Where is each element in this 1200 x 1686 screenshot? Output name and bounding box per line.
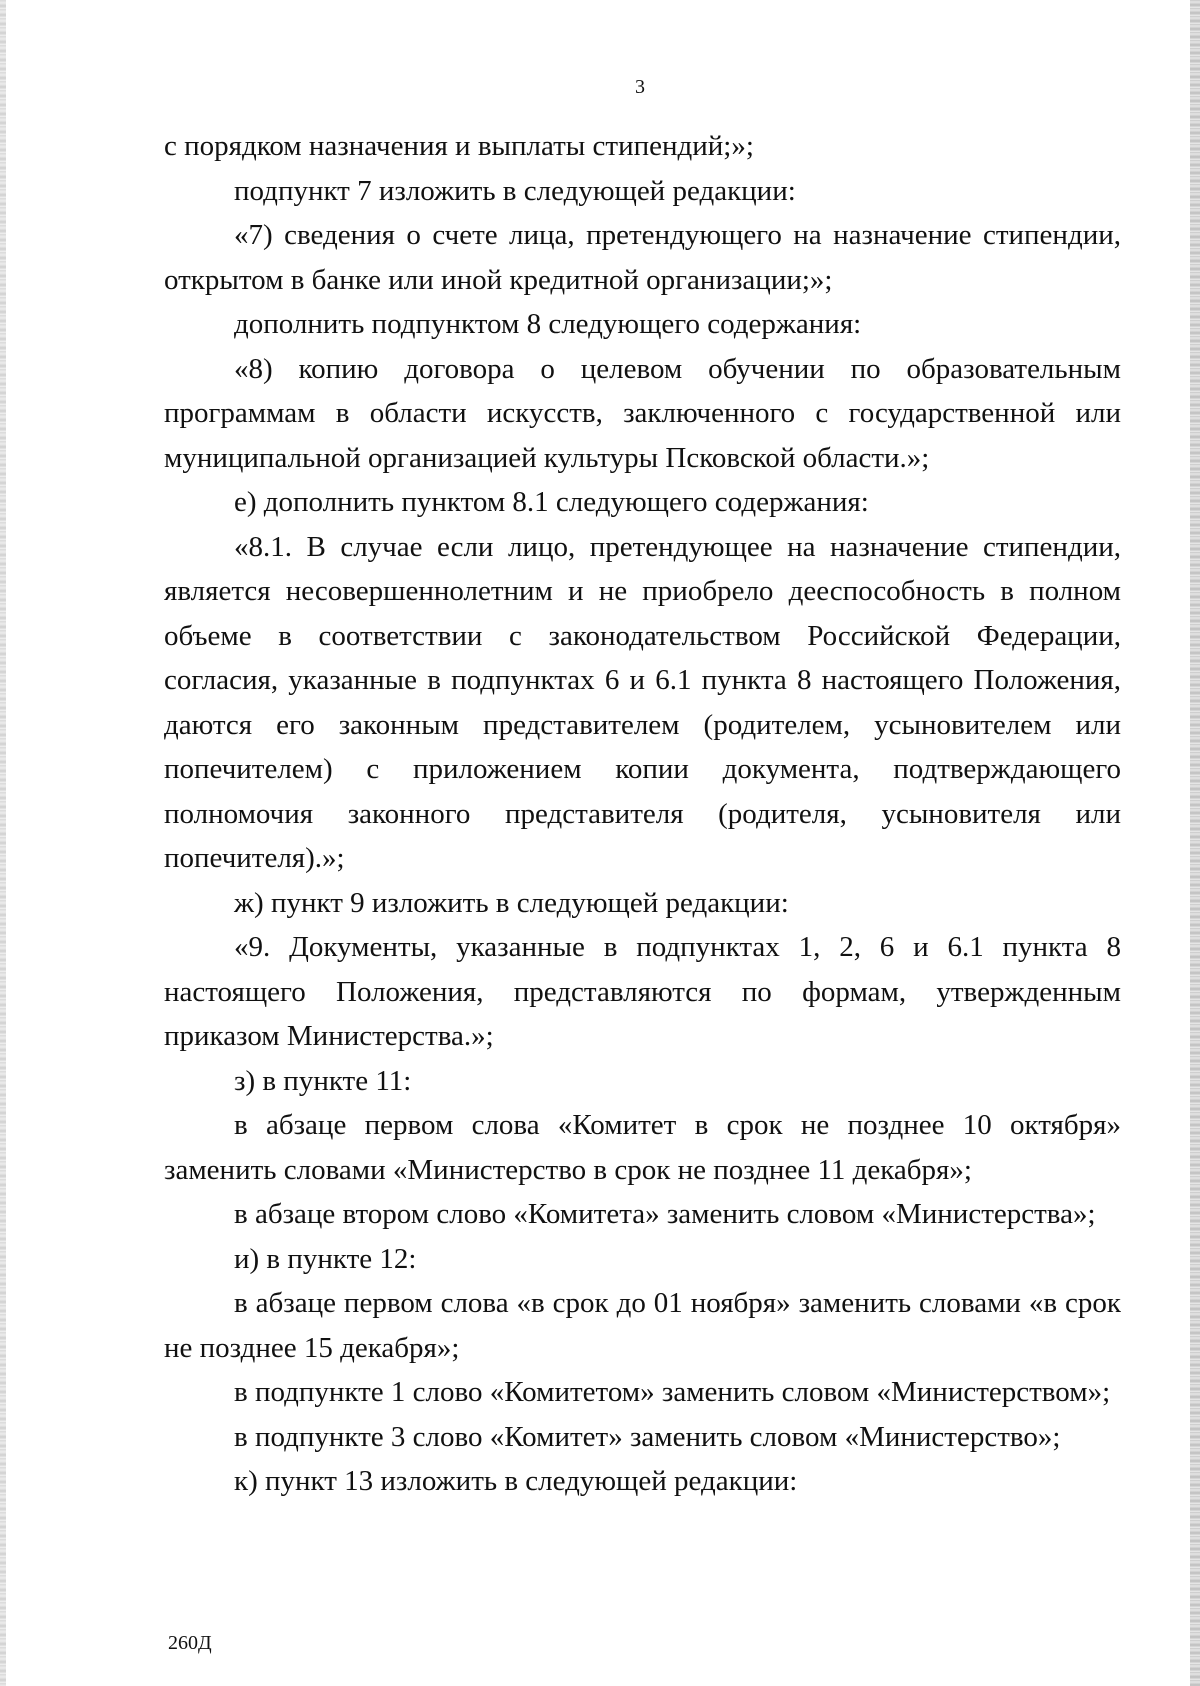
paragraph: в подпункте 3 слово «Комитет» заменить словом «Министерство»; xyxy=(234,1420,1061,1453)
scan-edge-left xyxy=(0,0,6,1686)
paragraph: «8) копию договора о целевом обучении по образовательным программам в области искусств, заключенного с государственной или муниципальной организацией культуры Псковской области.»; xyxy=(164,352,1121,474)
paragraph: «8.1. В случае если лицо, претендующее на назначение стипендии, является несовершеннолетним и не приобрело дееспособность в полном объеме в соответствии с законодательством Российской Федерации, согласия, указанные в подпунктах 6 и 6.1 пункта 8 настоящего Положения, даются его законным представителем (родителем, усыновителем или попечителем) с приложением копии документа, подтверждающего полномочия законного представителя (родителя, усыновителя или попечителя).»; xyxy=(164,530,1121,874)
paragraph: в абзаце первом слова «в срок до 01 ноября» заменить словами «в срок не позднее 15 декабря»; xyxy=(164,1287,1121,1364)
paragraph: в абзаце первом слова «Комитет в срок не позднее 10 октября» заменить словами «Министерство в срок не позднее 11 декабря»; xyxy=(164,1109,1121,1186)
paragraph: в абзаце втором слово «Комитета» заменить словом «Министерства»; xyxy=(234,1198,1096,1230)
paragraph: в подпункте 1 слово «Комитетом» заменить словом «Министерством»; xyxy=(234,1376,1111,1408)
paragraph: «9. Документы, указанные в подпунктах 1, 2, 6 и 6.1 пункта 8 настоящего Положения, представляются по формам, утвержденным приказом Министерства.»; xyxy=(164,931,1121,1052)
paragraph: и) в пункте 12: xyxy=(234,1242,417,1275)
paragraph: з) в пункте 11: xyxy=(234,1064,412,1097)
paragraph: дополнить подпунктом 8 следующего содержания: xyxy=(234,308,862,340)
paragraph: «7) сведения о счете лица, претендующего на назначение стипендии, открытом в банке или иной кредитной организации;»; xyxy=(164,219,1121,296)
document-body xyxy=(164,124,1121,1504)
scan-edge-right xyxy=(1190,0,1200,1686)
document-code: 260Д xyxy=(168,1632,212,1654)
page-number: 3 xyxy=(635,76,645,98)
paragraph: е) дополнить пунктом 8.1 следующего содержания: xyxy=(234,486,869,518)
paragraph: к) пункт 13 изложить в следующей редакции: xyxy=(234,1465,798,1497)
paragraph: с порядком назначения и выплаты стипендий;»; xyxy=(164,130,754,162)
paragraph: ж) пункт 9 изложить в следующей редакции: xyxy=(234,886,789,919)
paragraph: подпункт 7 изложить в следующей редакции: xyxy=(234,174,796,207)
